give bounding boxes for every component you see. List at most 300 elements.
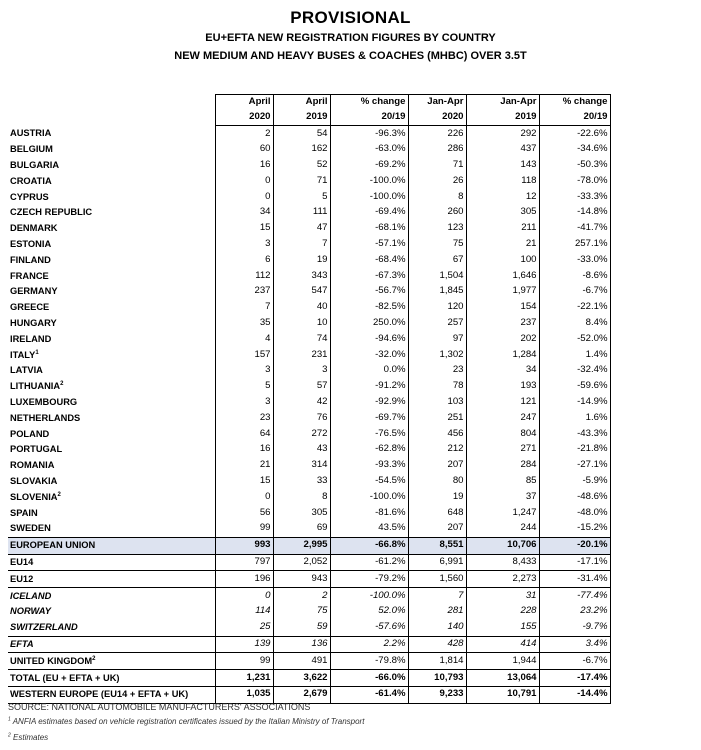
value-cell: 40 bbox=[273, 300, 330, 316]
value-cell: 8 bbox=[408, 189, 466, 205]
page-title: PROVISIONAL bbox=[290, 8, 411, 27]
value-cell: 100 bbox=[466, 252, 539, 268]
value-cell: 16 bbox=[215, 158, 273, 174]
footnote-marker: 2 bbox=[60, 381, 64, 388]
row-label-text: BULGARIA bbox=[10, 160, 60, 171]
header-cell: April bbox=[215, 95, 273, 111]
value-cell: 99 bbox=[215, 653, 273, 670]
value-cell: -96.3% bbox=[330, 126, 408, 142]
country-row bbox=[8, 173, 610, 189]
value-cell: 4 bbox=[215, 331, 273, 347]
value-cell: 154 bbox=[466, 300, 539, 316]
value-cell: 257.1% bbox=[539, 237, 610, 253]
aggregate-row-western-europe bbox=[8, 686, 610, 703]
aggregate-row-european-union bbox=[8, 537, 610, 554]
value-cell: 71 bbox=[273, 173, 330, 189]
country-row bbox=[8, 489, 610, 505]
value-cell: -57.1% bbox=[330, 237, 408, 253]
row-label-text: SWITZERLAND bbox=[10, 622, 78, 633]
value-cell: 23 bbox=[215, 410, 273, 426]
value-cell: 648 bbox=[408, 505, 466, 521]
footnote-1 bbox=[8, 717, 364, 726]
value-cell: 0 bbox=[215, 173, 273, 189]
value-cell: -8.6% bbox=[539, 268, 610, 284]
value-cell: 52.0% bbox=[330, 604, 408, 620]
footnote-marker: 1 bbox=[35, 349, 39, 356]
value-cell: 43.5% bbox=[330, 521, 408, 537]
value-cell: 9,233 bbox=[408, 686, 466, 703]
value-cell: -41.7% bbox=[539, 221, 610, 237]
value-cell: 1,845 bbox=[408, 284, 466, 300]
value-cell: 5 bbox=[273, 189, 330, 205]
footnote-2 bbox=[8, 733, 48, 742]
efta-row-switzerland bbox=[8, 620, 610, 636]
row-label bbox=[8, 489, 215, 505]
value-cell: 26 bbox=[408, 173, 466, 189]
value-cell: 250.0% bbox=[330, 316, 408, 332]
value-cell: 10,793 bbox=[408, 670, 466, 687]
value-cell: 547 bbox=[273, 284, 330, 300]
value-cell: 228 bbox=[466, 604, 539, 620]
value-cell: 257 bbox=[408, 316, 466, 332]
value-cell: -32.4% bbox=[539, 363, 610, 379]
row-label-text: ROMANIA bbox=[10, 460, 55, 471]
row-label-text: LITHUANIA bbox=[10, 381, 61, 392]
header-cell: 2019 bbox=[466, 110, 539, 126]
value-cell: 1,977 bbox=[466, 284, 539, 300]
value-cell: -34.6% bbox=[539, 142, 610, 158]
value-cell: -48.0% bbox=[539, 505, 610, 521]
row-label bbox=[8, 442, 215, 458]
aggregate-row-eu14 bbox=[8, 554, 610, 571]
value-cell: -54.5% bbox=[330, 474, 408, 490]
value-cell: 10,706 bbox=[466, 537, 539, 554]
value-cell: 99 bbox=[215, 521, 273, 537]
value-cell: 143 bbox=[466, 158, 539, 174]
row-label bbox=[8, 554, 215, 571]
row-label-text: POLAND bbox=[10, 428, 50, 439]
value-cell: 272 bbox=[273, 426, 330, 442]
country-row bbox=[8, 331, 610, 347]
row-label-text: ITALY bbox=[10, 349, 36, 360]
header-row-1 bbox=[8, 95, 610, 111]
value-cell: -52.0% bbox=[539, 331, 610, 347]
header-cell: 2020 bbox=[408, 110, 466, 126]
value-cell: 60 bbox=[215, 142, 273, 158]
value-cell: 8,433 bbox=[466, 554, 539, 571]
value-cell: -50.3% bbox=[539, 158, 610, 174]
value-cell: -79.2% bbox=[330, 571, 408, 588]
aggregate-row-efta bbox=[8, 636, 610, 653]
country-row bbox=[8, 221, 610, 237]
value-cell: 207 bbox=[408, 458, 466, 474]
row-label bbox=[8, 142, 215, 158]
value-cell: -48.6% bbox=[539, 489, 610, 505]
aggregate-row-united-kingdom bbox=[8, 653, 610, 670]
value-cell: 0.0% bbox=[330, 363, 408, 379]
value-cell: 13,064 bbox=[466, 670, 539, 687]
value-cell: -5.9% bbox=[539, 474, 610, 490]
value-cell: 21 bbox=[466, 237, 539, 253]
value-cell: 281 bbox=[408, 604, 466, 620]
row-label bbox=[8, 284, 215, 300]
row-label-text: CZECH REPUBLIC bbox=[10, 207, 93, 218]
value-cell: 42 bbox=[273, 395, 330, 411]
value-cell: 237 bbox=[466, 316, 539, 332]
value-cell: -14.4% bbox=[539, 686, 610, 703]
row-label-text: EU12 bbox=[10, 573, 34, 584]
value-cell: 35 bbox=[215, 316, 273, 332]
value-cell: -92.9% bbox=[330, 395, 408, 411]
row-label bbox=[8, 158, 215, 174]
row-label bbox=[8, 300, 215, 316]
row-label-text: FINLAND bbox=[10, 254, 51, 265]
row-label-text: CYPRUS bbox=[10, 191, 49, 202]
value-cell: 85 bbox=[466, 474, 539, 490]
row-label-text: EU14 bbox=[10, 557, 34, 568]
value-cell: 1,035 bbox=[215, 686, 273, 703]
footnote-marker: 2 bbox=[92, 655, 96, 662]
row-label-text: SWEDEN bbox=[10, 523, 51, 534]
row-label bbox=[8, 268, 215, 284]
value-cell: 314 bbox=[273, 458, 330, 474]
country-row bbox=[8, 237, 610, 253]
header-cell: % change bbox=[539, 95, 610, 111]
value-cell: 75 bbox=[408, 237, 466, 253]
row-label bbox=[8, 252, 215, 268]
value-cell: 112 bbox=[215, 268, 273, 284]
row-label bbox=[8, 316, 215, 332]
country-row bbox=[8, 442, 610, 458]
value-cell: 69 bbox=[273, 521, 330, 537]
value-cell: 414 bbox=[466, 636, 539, 653]
value-cell: 162 bbox=[273, 142, 330, 158]
value-cell: 33 bbox=[273, 474, 330, 490]
value-cell: 97 bbox=[408, 331, 466, 347]
value-cell: -32.0% bbox=[330, 347, 408, 363]
row-label-text: WESTERN EUROPE (EU14 + EFTA + UK) bbox=[10, 689, 189, 700]
value-cell: 59 bbox=[273, 620, 330, 636]
row-label bbox=[8, 221, 215, 237]
value-cell: 1,284 bbox=[466, 347, 539, 363]
footnote-2-mark: 2 bbox=[8, 732, 11, 739]
value-cell: 6 bbox=[215, 252, 273, 268]
value-cell: 3 bbox=[215, 395, 273, 411]
row-label-text: AUSTRIA bbox=[10, 128, 52, 139]
header-cell: Jan-Apr bbox=[408, 95, 466, 111]
value-cell: -21.8% bbox=[539, 442, 610, 458]
value-cell: 25 bbox=[215, 620, 273, 636]
value-cell: 15 bbox=[215, 474, 273, 490]
aggregate-row-total bbox=[8, 670, 610, 687]
value-cell: 155 bbox=[466, 620, 539, 636]
value-cell: 75 bbox=[273, 604, 330, 620]
row-label-text: DENMARK bbox=[10, 223, 58, 234]
row-label bbox=[8, 670, 215, 687]
value-cell: 0 bbox=[215, 489, 273, 505]
value-cell: -15.2% bbox=[539, 521, 610, 537]
value-cell: 157 bbox=[215, 347, 273, 363]
value-cell: 943 bbox=[273, 571, 330, 588]
value-cell: 103 bbox=[408, 395, 466, 411]
row-label bbox=[8, 331, 215, 347]
value-cell: -14.8% bbox=[539, 205, 610, 221]
value-cell: 1,247 bbox=[466, 505, 539, 521]
value-cell: -69.4% bbox=[330, 205, 408, 221]
value-cell: -59.6% bbox=[539, 379, 610, 395]
row-label bbox=[8, 426, 215, 442]
value-cell: -6.7% bbox=[539, 284, 610, 300]
value-cell: 211 bbox=[466, 221, 539, 237]
row-label-text: SPAIN bbox=[10, 507, 38, 518]
value-cell: -93.3% bbox=[330, 458, 408, 474]
value-cell: 271 bbox=[466, 442, 539, 458]
value-cell: 5 bbox=[215, 379, 273, 395]
header-cell: April bbox=[273, 95, 330, 111]
aggregate-row-eu12 bbox=[8, 571, 610, 588]
row-label bbox=[8, 474, 215, 490]
value-cell: 3,622 bbox=[273, 670, 330, 687]
value-cell: -76.5% bbox=[330, 426, 408, 442]
value-cell: -66.0% bbox=[330, 670, 408, 687]
value-cell: 1,814 bbox=[408, 653, 466, 670]
value-cell: 111 bbox=[273, 205, 330, 221]
value-cell: 0 bbox=[215, 189, 273, 205]
country-row bbox=[8, 458, 610, 474]
row-label bbox=[8, 571, 215, 588]
value-cell: -20.1% bbox=[539, 537, 610, 554]
country-row bbox=[8, 379, 610, 395]
value-cell: -79.8% bbox=[330, 653, 408, 670]
value-cell: 247 bbox=[466, 410, 539, 426]
value-cell: 2 bbox=[273, 588, 330, 604]
country-row bbox=[8, 505, 610, 521]
value-cell: 23.2% bbox=[539, 604, 610, 620]
row-label bbox=[8, 653, 215, 670]
value-cell: 118 bbox=[466, 173, 539, 189]
value-cell: -91.2% bbox=[330, 379, 408, 395]
row-label-text: LATVIA bbox=[10, 365, 43, 376]
value-cell: 3.4% bbox=[539, 636, 610, 653]
footnote-2-text: Estimates bbox=[13, 733, 49, 742]
value-cell: -57.6% bbox=[330, 620, 408, 636]
value-cell: 3 bbox=[215, 363, 273, 379]
value-cell: -14.9% bbox=[539, 395, 610, 411]
value-cell: 76 bbox=[273, 410, 330, 426]
value-cell: 47 bbox=[273, 221, 330, 237]
value-cell: -27.1% bbox=[539, 458, 610, 474]
value-cell: 52 bbox=[273, 158, 330, 174]
value-cell: 19 bbox=[408, 489, 466, 505]
value-cell: 120 bbox=[408, 300, 466, 316]
value-cell: 139 bbox=[215, 636, 273, 653]
value-cell: 196 bbox=[215, 571, 273, 588]
value-cell: -31.4% bbox=[539, 571, 610, 588]
footnote-1-text: ANFIA estimates based on vehicle registration certificates issued by the Italian Ministry of Transport bbox=[12, 717, 365, 726]
value-cell: 226 bbox=[408, 126, 466, 142]
value-cell: 37 bbox=[466, 489, 539, 505]
value-cell: 114 bbox=[215, 604, 273, 620]
country-row bbox=[8, 410, 610, 426]
value-cell: 80 bbox=[408, 474, 466, 490]
value-cell: -43.3% bbox=[539, 426, 610, 442]
value-cell: -22.6% bbox=[539, 126, 610, 142]
value-cell: 1,560 bbox=[408, 571, 466, 588]
row-label bbox=[8, 636, 215, 653]
value-cell: 15 bbox=[215, 221, 273, 237]
country-row bbox=[8, 474, 610, 490]
value-cell: 34 bbox=[215, 205, 273, 221]
value-cell: 140 bbox=[408, 620, 466, 636]
source-note: SOURCE: NATIONAL AUTOMOBILE MANUFACTURERS' ASSOCIATIONS bbox=[8, 702, 311, 712]
value-cell: 23 bbox=[408, 363, 466, 379]
value-cell: 2.2% bbox=[330, 636, 408, 653]
value-cell: 78 bbox=[408, 379, 466, 395]
value-cell: 8 bbox=[273, 489, 330, 505]
value-cell: 3 bbox=[215, 237, 273, 253]
value-cell: 993 bbox=[215, 537, 273, 554]
value-cell: 136 bbox=[273, 636, 330, 653]
subtitle-line-2: NEW MEDIUM AND HEAVY BUSES & COACHES (MHBC) OVER 3.5T bbox=[174, 50, 527, 62]
value-cell: 244 bbox=[466, 521, 539, 537]
value-cell: 16 bbox=[215, 442, 273, 458]
row-label-text: GREECE bbox=[10, 302, 50, 313]
value-cell: 19 bbox=[273, 252, 330, 268]
footnote-1-mark: 1 bbox=[8, 716, 11, 723]
country-row bbox=[8, 347, 610, 363]
country-row bbox=[8, 395, 610, 411]
header-corner bbox=[8, 95, 215, 111]
row-label-text: SLOVENIA bbox=[10, 491, 58, 502]
country-row bbox=[8, 426, 610, 442]
value-cell: 237 bbox=[215, 284, 273, 300]
value-cell: 1,944 bbox=[466, 653, 539, 670]
row-label bbox=[8, 379, 215, 395]
value-cell: 193 bbox=[466, 379, 539, 395]
value-cell: 343 bbox=[273, 268, 330, 284]
value-cell: 1,302 bbox=[408, 347, 466, 363]
row-label-text: NETHERLANDS bbox=[10, 412, 81, 423]
row-label-text: ESTONIA bbox=[10, 239, 52, 250]
value-cell: 43 bbox=[273, 442, 330, 458]
row-label-text: LUXEMBOURG bbox=[10, 397, 78, 408]
row-label bbox=[8, 410, 215, 426]
value-cell: 251 bbox=[408, 410, 466, 426]
value-cell: 56 bbox=[215, 505, 273, 521]
row-label-text: EFTA bbox=[10, 639, 34, 649]
value-cell: 10,791 bbox=[466, 686, 539, 703]
country-row bbox=[8, 300, 610, 316]
value-cell: 12 bbox=[466, 189, 539, 205]
row-label bbox=[8, 686, 215, 703]
value-cell: -33.0% bbox=[539, 252, 610, 268]
value-cell: -61.2% bbox=[330, 554, 408, 571]
value-cell: 8.4% bbox=[539, 316, 610, 332]
country-row bbox=[8, 126, 610, 142]
value-cell: 57 bbox=[273, 379, 330, 395]
row-label bbox=[8, 347, 215, 363]
row-label-text: PORTUGAL bbox=[10, 444, 63, 455]
row-label bbox=[8, 458, 215, 474]
row-label bbox=[8, 505, 215, 521]
value-cell: -100.0% bbox=[330, 588, 408, 604]
row-label-text: HUNGARY bbox=[10, 318, 57, 329]
value-cell: 491 bbox=[273, 653, 330, 670]
country-row bbox=[8, 205, 610, 221]
value-cell: 428 bbox=[408, 636, 466, 653]
value-cell: 6,991 bbox=[408, 554, 466, 571]
country-row bbox=[8, 521, 610, 537]
value-cell: 1,504 bbox=[408, 268, 466, 284]
value-cell: -56.7% bbox=[330, 284, 408, 300]
value-cell: -66.8% bbox=[330, 537, 408, 554]
row-label bbox=[8, 604, 215, 620]
row-label-text: SLOVAKIA bbox=[10, 476, 58, 487]
header-cell: Jan-Apr bbox=[466, 95, 539, 111]
value-cell: 207 bbox=[408, 521, 466, 537]
row-label-text: UNITED KINGDOM bbox=[10, 655, 93, 666]
value-cell: 1.4% bbox=[539, 347, 610, 363]
row-label bbox=[8, 237, 215, 253]
country-row bbox=[8, 284, 610, 300]
value-cell: 7 bbox=[273, 237, 330, 253]
value-cell: 10 bbox=[273, 316, 330, 332]
value-cell: -69.7% bbox=[330, 410, 408, 426]
header-row-2 bbox=[8, 110, 610, 126]
value-cell: -69.2% bbox=[330, 158, 408, 174]
header-cell: 20/19 bbox=[330, 110, 408, 126]
value-cell: -81.6% bbox=[330, 505, 408, 521]
value-cell: 284 bbox=[466, 458, 539, 474]
value-cell: 305 bbox=[273, 505, 330, 521]
row-label-text: EUROPEAN UNION bbox=[10, 540, 96, 551]
row-label bbox=[8, 126, 215, 142]
value-cell: 437 bbox=[466, 142, 539, 158]
value-cell: 67 bbox=[408, 252, 466, 268]
value-cell: 2 bbox=[215, 126, 273, 142]
value-cell: 54 bbox=[273, 126, 330, 142]
value-cell: -94.6% bbox=[330, 331, 408, 347]
row-label bbox=[8, 205, 215, 221]
value-cell: 31 bbox=[466, 588, 539, 604]
header-cell: % change bbox=[330, 95, 408, 111]
row-label bbox=[8, 521, 215, 537]
header-cell: 2020 bbox=[215, 110, 273, 126]
country-row bbox=[8, 189, 610, 205]
value-cell: -67.3% bbox=[330, 268, 408, 284]
country-row bbox=[8, 363, 610, 379]
value-cell: -68.1% bbox=[330, 221, 408, 237]
value-cell: 1.6% bbox=[539, 410, 610, 426]
value-cell: 74 bbox=[273, 331, 330, 347]
value-cell: -100.0% bbox=[330, 173, 408, 189]
value-cell: 64 bbox=[215, 426, 273, 442]
value-cell: 2,995 bbox=[273, 537, 330, 554]
country-row bbox=[8, 316, 610, 332]
row-label-text: NORWAY bbox=[10, 606, 51, 617]
value-cell: -17.1% bbox=[539, 554, 610, 571]
value-cell: 2,052 bbox=[273, 554, 330, 571]
subtitle-line-1: EU+EFTA NEW REGISTRATION FIGURES BY COUNTRY bbox=[205, 32, 496, 44]
value-cell: 202 bbox=[466, 331, 539, 347]
efta-row-norway bbox=[8, 604, 610, 620]
value-cell: 212 bbox=[408, 442, 466, 458]
value-cell: 1,231 bbox=[215, 670, 273, 687]
value-cell: -77.4% bbox=[539, 588, 610, 604]
row-label bbox=[8, 588, 215, 604]
value-cell: 2,679 bbox=[273, 686, 330, 703]
value-cell: -100.0% bbox=[330, 189, 408, 205]
